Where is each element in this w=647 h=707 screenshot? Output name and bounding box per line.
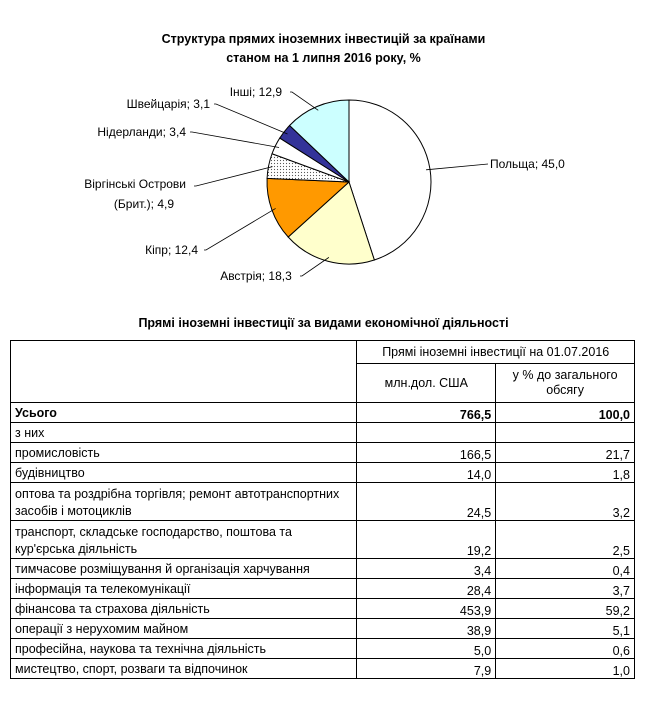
header-pct-line2: обсягу xyxy=(546,383,584,397)
row-label: фінансова та страхова діяльність xyxy=(11,599,357,619)
chart-title-line1: Структура прямих іноземних інвестицій за країнами xyxy=(161,32,486,46)
row-pct: 0,4 xyxy=(496,559,635,579)
total-row xyxy=(11,403,635,423)
label-poland-leader xyxy=(426,164,488,170)
row-mln: 28,4 xyxy=(357,579,496,599)
table-row xyxy=(11,559,635,579)
row-pct: 21,7 xyxy=(496,443,635,463)
label-cyprus-leader xyxy=(204,208,276,250)
label-virgin-islands-leader xyxy=(194,167,273,186)
table-row xyxy=(11,579,635,599)
row-mln: 38,9 xyxy=(357,619,496,639)
table-row xyxy=(11,463,635,483)
header-pct-line1: у % до загального xyxy=(512,368,618,382)
investment-table xyxy=(10,340,635,679)
pie-chart xyxy=(0,0,647,300)
row-label: інформація та телекомунікації xyxy=(11,579,357,599)
row-label: мистецтво, спорт, розваги та відпочинок xyxy=(11,659,357,679)
header-mln: млн.дол. США xyxy=(357,364,496,403)
row-pct: 0,6 xyxy=(496,639,635,659)
row-label: тимчасове розміщування й організація харчування xyxy=(11,559,357,579)
label-cyprus: Кіпр; 12,4 xyxy=(145,243,198,257)
row-pct: 2,5 xyxy=(496,521,635,559)
subheader-mln xyxy=(357,423,496,443)
total-pct: 100,0 xyxy=(496,403,635,423)
label-poland: Польща; 45,0 xyxy=(490,157,565,171)
table-title: Прямі іноземні інвестиції за видами економічної діяльності xyxy=(138,316,509,330)
header-group: Прямі іноземні інвестиції на 01.07.2016 xyxy=(357,341,635,364)
table-row xyxy=(11,599,635,619)
row-pct: 1,0 xyxy=(496,659,635,679)
row-label: будівництво xyxy=(11,463,357,483)
row-mln: 453,9 xyxy=(357,599,496,619)
table-row xyxy=(11,521,635,559)
label-virgin-islands-line1: Віргінські Острови xyxy=(84,177,186,191)
row-pct: 1,8 xyxy=(496,463,635,483)
label-austria-leader xyxy=(300,257,329,276)
row-mln: 14,0 xyxy=(357,463,496,483)
label-virgin-islands xyxy=(84,177,186,211)
row-mln: 19,2 xyxy=(357,521,496,559)
row-pct: 3,7 xyxy=(496,579,635,599)
row-pct: 5,1 xyxy=(496,619,635,639)
label-other-leader xyxy=(290,92,318,110)
row-mln: 5,0 xyxy=(357,639,496,659)
subheader-label: з них xyxy=(11,423,357,443)
total-mln: 766,5 xyxy=(357,403,496,423)
table-row xyxy=(11,639,635,659)
row-label: операції з нерухомим майном xyxy=(11,619,357,639)
table-row xyxy=(11,483,635,521)
row-pct: 59,2 xyxy=(496,599,635,619)
subheader-pct xyxy=(496,423,635,443)
row-mln: 7,9 xyxy=(357,659,496,679)
label-austria: Австрія; 18,3 xyxy=(220,269,292,283)
header-pct xyxy=(496,364,635,403)
label-virgin-islands-line2: (Брит.); 4,9 xyxy=(113,197,174,211)
row-mln: 3,4 xyxy=(357,559,496,579)
table-row xyxy=(11,659,635,679)
label-other: Інші; 12,9 xyxy=(229,85,282,99)
label-switzerland-leader xyxy=(214,104,288,134)
subheader-row xyxy=(11,423,635,443)
row-pct: 3,2 xyxy=(496,483,635,521)
label-netherlands-leader xyxy=(190,132,279,147)
chart-title-line2: станом на 1 липня 2016 року, % xyxy=(226,51,421,65)
row-mln: 166,5 xyxy=(357,443,496,463)
table-row xyxy=(11,443,635,463)
row-label: промисловість xyxy=(11,443,357,463)
label-switzerland: Швейцарія; 3,1 xyxy=(126,97,210,111)
row-label: професійна, наукова та технічна діяльність xyxy=(11,639,357,659)
row-label: транспорт, складське господарство, поштова та кур'єрська діяльність xyxy=(11,521,357,559)
total-label: Усього xyxy=(11,403,357,423)
row-mln: 24,5 xyxy=(357,483,496,521)
row-label: оптова та роздрібна торгівля; ремонт автотранспортних засобів і мотоциклів xyxy=(11,483,357,521)
table-row xyxy=(11,619,635,639)
label-netherlands: Нідерланди; 3,4 xyxy=(97,125,186,139)
header-empty xyxy=(11,341,357,403)
